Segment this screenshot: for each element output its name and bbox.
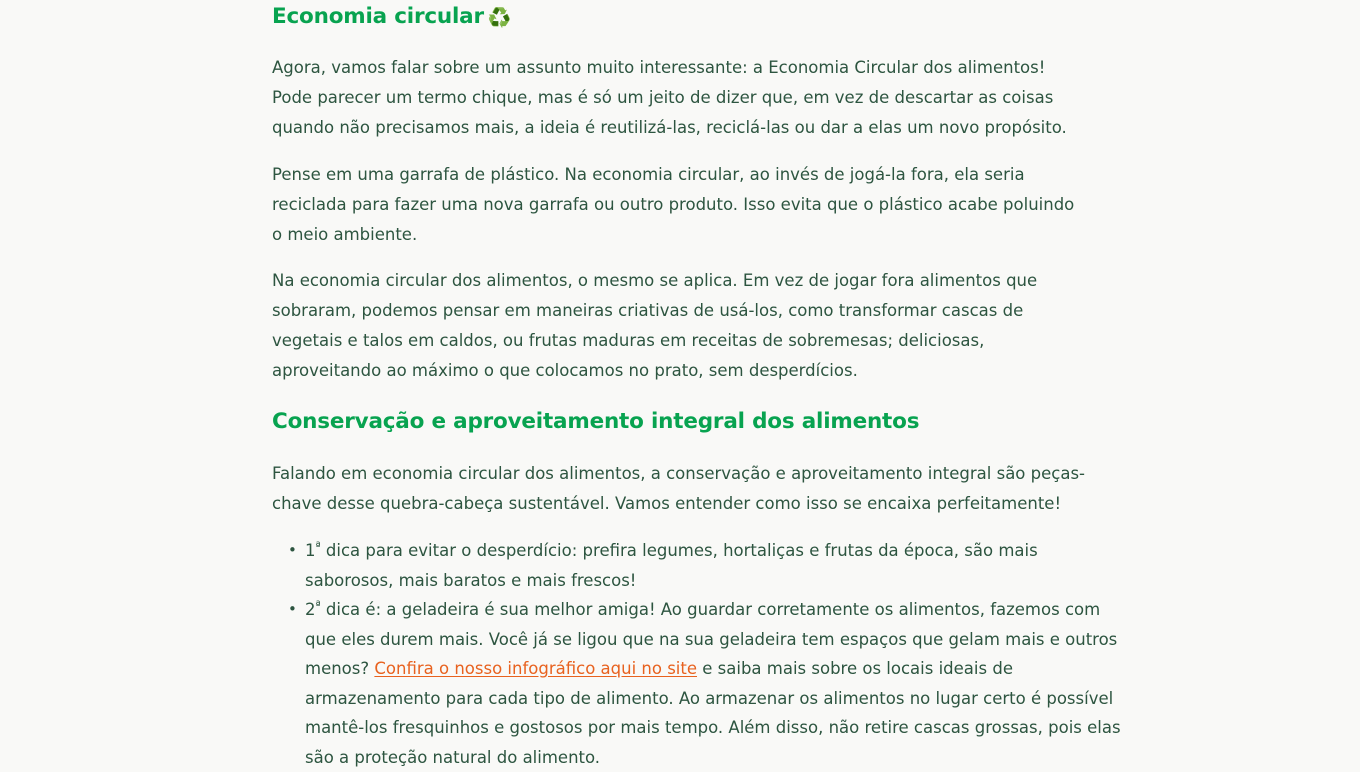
- heading-economia-circular-text: Economia circular: [272, 4, 484, 29]
- tip2-ordinal-number: 2: [305, 600, 316, 619]
- tip1-text: dica para evitar o desperdício: prefira legumes, hortaliças e frutas da época, são mais saborosos, mais baratos e mais frescos!: [305, 541, 1038, 590]
- tip1-ordinal-number: 1: [305, 541, 316, 560]
- tip2-ordinal-suffix: ª: [315, 598, 321, 612]
- tips-list: [272, 536, 1123, 772]
- list-item: [305, 536, 1123, 595]
- list-item: [305, 595, 1123, 772]
- paragraph-economia-circular-intro: Agora, vamos falar sobre um assunto muito interessante: a Economia Circular dos alimentos! Pode parecer um termo chique, mas é só um jeito de dizer que, em vez de descartar as coisas quando não precisamos mais, a ideia é reutilizá-las, reciclá-las ou dar a elas um novo propósito.: [272, 58, 1067, 137]
- tip2-text-before-link: dica é: a geladeira é sua melhor amiga! Ao guardar corretamente os alimentos, fazemos com que eles durem mais. Você já se ligou que na sua geladeira tem espaços que gelam mais e outros menos?: [305, 600, 1118, 678]
- recycle-icon: ♻️: [487, 7, 512, 29]
- heading-conservacao-aproveitamento: Conservação e aproveitamento integral dos alimentos: [272, 409, 920, 434]
- paragraph-garrafa-plastico: Pense em uma garrafa de plástico. Na economia circular, ao invés de jogá-la fora, ela seria reciclada para fazer uma nova garrafa ou outro produto. Isso evita que o plástico acabe poluindo o meio ambiente.: [272, 165, 1075, 244]
- heading-economia-circular: [272, 2, 511, 33]
- infografico-link[interactable]: Confira o nosso infográfico aqui no site: [374, 659, 698, 678]
- tip1-ordinal-suffix: ª: [315, 539, 321, 553]
- tip2-text-after-link: e saiba mais sobre os locais ideais de armazenamento para cada tipo de alimento. Ao armazenar os alimentos no lugar certo é possível mantê-los fresquinhos e gostosos por mais tempo. Além disso, não retire cascas grossas, pois elas são a proteção natural do alimento.: [305, 659, 1121, 767]
- paragraph-conservacao-intro: Falando em economia circular dos alimentos, a conservação e aproveitamento integral são peças-chave desse quebra-cabeça sustentável. Vamos entender como isso se encaixa perfeitamente!: [272, 464, 1086, 513]
- paragraph-economia-circular-alimentos: Na economia circular dos alimentos, o mesmo se aplica. Em vez de jogar fora alimentos que sobraram, podemos pensar em maneiras criativas de usá-los, como transformar cascas de vegetais e talos em caldos, ou frutas maduras em receitas de sobremesas; deliciosas, aproveitando ao máximo o que colocamos no prato, sem desperdícios.: [272, 271, 1038, 380]
